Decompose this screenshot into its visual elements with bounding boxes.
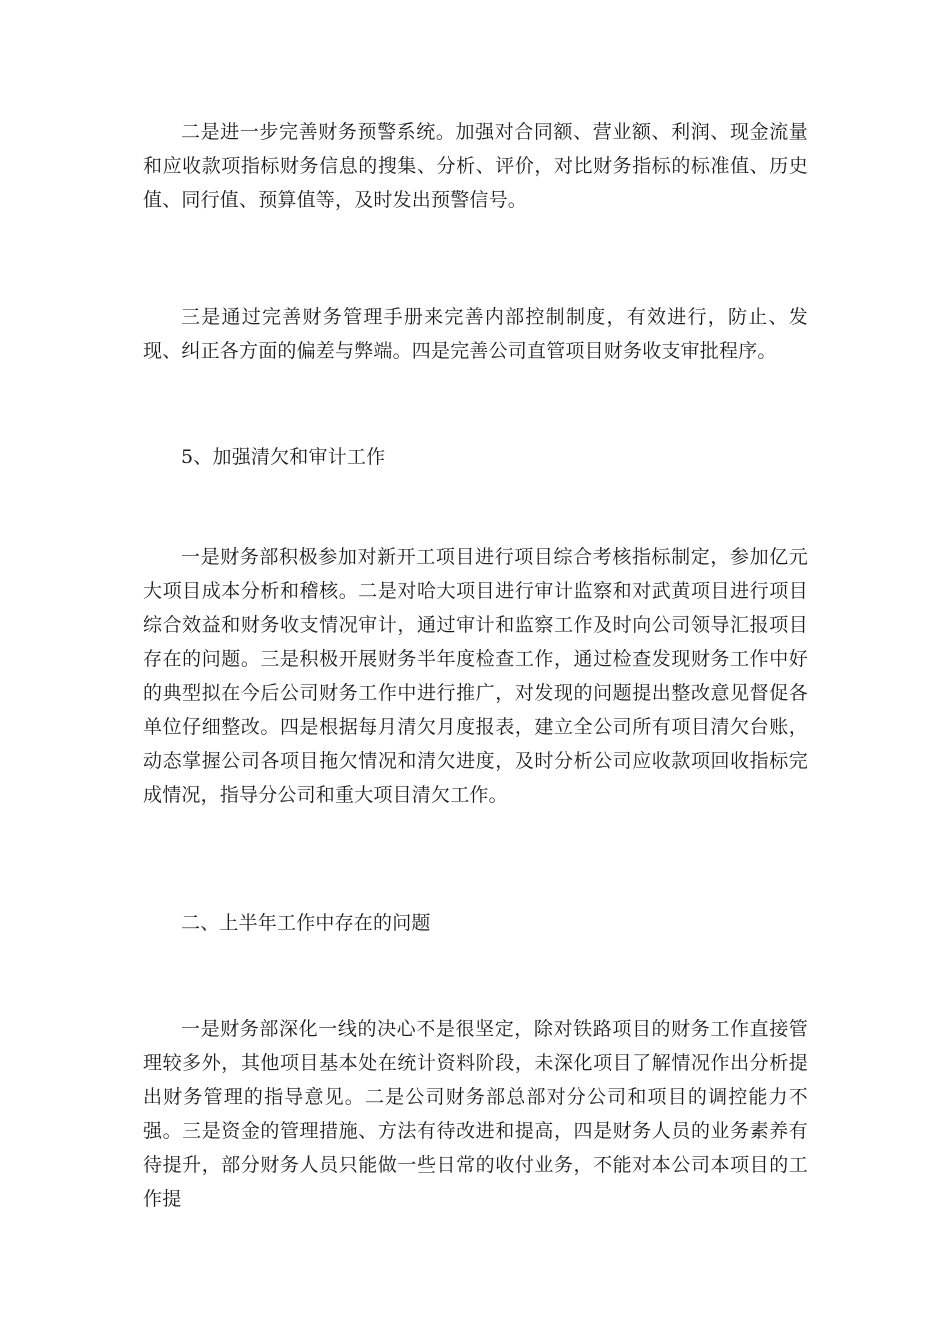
paragraph-financial-warning: 二是进一步完善财务预警系统。加强对合同额、营业额、利润、现金流量和应收款项指标财务信息的搜集、分析、评价，对比财务指标的标准值、历史值、同行值、预算值等，及时发出预警信号。 bbox=[143, 121, 808, 211]
paragraph-problems: 一是财务部深化一线的决心不是很坚定，除对铁路项目的财务工作直接管理较多外，其他项目基本处在统计资料阶段，未深化项目了解情况作出分析提出财务管理的指导意见。二是公司财务部总部对分公司和项目的调控能力不强。三是资金的管理措施、方法有待改进和提高，四是财务人员的业务素养有待提升，部分财务人员只能做一些日常的收付业务，不能对本公司本项目的工作提 bbox=[143, 1018, 808, 1210]
paragraph-audit-work: 一是财务部积极参加对新开工项目进行项目综合考核指标制定，参加亿元大项目成本分析和稽核。二是对哈大项目进行审计监察和对武黄项目进行项目综合效益和财务收支情况审计，通过审计和监察工作及时向公司领导汇报项目存在的问题。三是积极开展财务半年度检查工作，通过检查发现财务工作中好的典型拟在今后公司财务工作中进行推广，对发现的问题提出整改意见督促各单位仔细整改。四是根据每月清欠月度报表，建立全公司所有项目清欠台账，动态掌握公司各项目拖欠情况和清欠进度，及时分析公司应收款项回收指标完成情况，指导分公司和重大项目清欠工作。 bbox=[143, 546, 808, 806]
section-heading-audit: 5、加强清欠和审计工作 bbox=[181, 446, 386, 468]
section-heading-problems: 二、上半年工作中存在的问题 bbox=[181, 912, 431, 934]
paragraph-internal-control: 三是通过完善财务管理手册来完善内部控制制度，有效进行，防止、发现、纠正各方面的偏差与弊端。四是完善公司直管项目财务收支审批程序。 bbox=[143, 306, 808, 362]
